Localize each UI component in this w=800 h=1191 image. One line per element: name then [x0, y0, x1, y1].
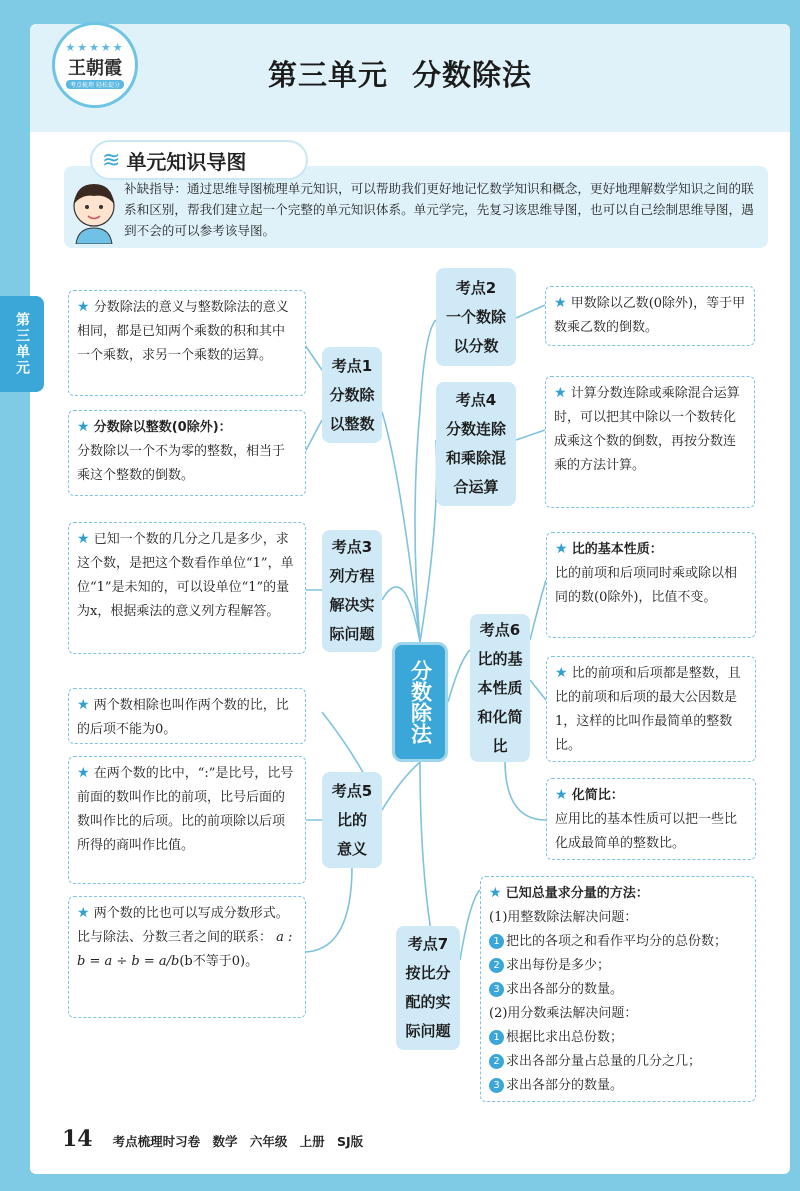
note-box-ratio-definition: [68, 688, 306, 744]
kp6-line: 比的基: [477, 649, 523, 668]
section-title: 单元知识导图: [126, 149, 247, 174]
star-icon: ★: [77, 765, 90, 781]
note-text: 甲数除以乙数(0除外)，等于甲数乘乙数的倒数。: [554, 296, 746, 335]
page-footer: [62, 1126, 363, 1156]
kp3-node: [322, 530, 382, 652]
star-icon: ★: [77, 419, 90, 435]
method-step: 求出各部分量占总量的几分之几；: [506, 1054, 702, 1069]
kp3-title: 考点3: [331, 538, 373, 556]
note-text: 计算分数连除或乘除混合运算时，可以把其中除以一个数转化成乘这个数的倒数，再按分数连乘的方法计算。: [554, 386, 740, 473]
note-text: 分数除法的意义与整数除法的意义相同，都是已知两个乘数的积和其中一个乘数，求另一个乘数的运算。: [77, 300, 289, 363]
method-step: 把比的各项之和看作平均分的总份数；: [506, 934, 728, 949]
number-2-icon: 2: [489, 1054, 504, 1069]
note-box-ratio-fraction: [68, 896, 306, 1018]
kp6-line: 比: [492, 736, 508, 755]
number-1-icon: 1: [489, 934, 504, 949]
logo-stars: ★★★★★: [65, 41, 125, 54]
kp7-line: 配的实: [405, 993, 451, 1011]
kp6-line: 和化简: [477, 707, 523, 726]
note-text: 分数除以一个不为零的整数，相当于乘这个整数的倒数。: [77, 444, 286, 483]
kp7-node: [396, 926, 460, 1050]
kp2-node: [436, 268, 516, 366]
note-text: 两个数的比也可以写成分数形式。比与除法、分数三者之间的联系：: [77, 906, 289, 945]
center-topic: [392, 642, 448, 762]
kp2-title: 考点2: [455, 278, 497, 297]
note-heading: 比的基本性质：: [571, 542, 663, 557]
note-box-simplest-ratio: [546, 656, 756, 762]
method-step: 求出各部分的数量。: [506, 982, 624, 997]
number-2-icon: 2: [489, 958, 504, 973]
number-3-icon: 3: [489, 982, 504, 997]
kp6-node: [470, 614, 530, 762]
method-line: (2)用分数乘法解决问题：: [489, 1006, 638, 1021]
note-heading: 分数除以整数(0除外)：: [93, 420, 232, 435]
kp3-line: 际问题: [329, 625, 375, 643]
page-number: 14: [62, 1126, 93, 1152]
note-text: 已知一个数的几分之几是多少，求这个数，是把这个数看作单位“1”，单位“1”是未知的，可以设单位“1”的量为x，根据乘法的意义列方程解答。: [77, 532, 294, 619]
logo-name: 王朝霞: [68, 58, 122, 79]
method-step: 求出每份是多少；: [506, 958, 611, 973]
kp3-line: 列方程: [329, 567, 375, 585]
kp3-line: 解决实: [329, 596, 375, 614]
kp6-title: 考点6: [479, 620, 521, 639]
star-icon: ★: [77, 531, 90, 547]
note-heading: 化简比：: [571, 788, 624, 803]
note-text: 在两个数的比中，“:”是比号，比号前面的数叫作比的前项，比号后面的数叫作比的后项。比的前项除以后项所得的商叫作比值。: [77, 766, 294, 853]
note-text: (b不等于0)。: [179, 954, 259, 969]
note-heading: 已知总量求分量的方法：: [505, 886, 649, 901]
kp2-line: 以分数: [453, 336, 499, 355]
star-icon: ★: [77, 299, 90, 315]
note-text: 比的前项和后项都是整数，且比的前项和后项的最大公因数是1，这样的比叫作最简单的整数比。: [555, 666, 741, 753]
star-icon: ★: [555, 541, 568, 557]
kp1-node: [322, 347, 382, 443]
note-text: 应用比的基本性质可以把一些比化成最简单的整数比。: [555, 812, 738, 851]
star-icon: ★: [77, 905, 90, 921]
side-unit-tab: 第三单元: [0, 296, 44, 392]
star-icon: ★: [555, 665, 568, 681]
star-icon: ★: [554, 295, 567, 311]
kp6-line: 本性质: [477, 678, 523, 697]
note-box-equation: [68, 522, 306, 654]
note-text: 比的前项和后项同时乘或除以相同的数(0除外)，比值不变。: [555, 566, 738, 605]
kp5-title: 考点5: [331, 781, 373, 800]
kp4-line: 和乘除混: [445, 449, 506, 467]
note-text: 两个数相除也叫作两个数的比，比的后项不能为0。: [77, 698, 289, 737]
note-box-fraction-by-integer: [68, 410, 306, 496]
star-icon: ★: [555, 787, 568, 803]
kp2-line: 一个数除: [445, 307, 506, 326]
note-box-ratio-terms: [68, 756, 306, 884]
kp4-title: 考点4: [455, 391, 497, 409]
kp5-line: 比的: [336, 810, 367, 829]
kp1-line: 分数除: [329, 385, 375, 404]
note-box-ratio-property: [546, 532, 756, 638]
method-line: (1)用整数除法解决问题：: [489, 910, 638, 925]
kp5-line: 意义: [336, 839, 367, 858]
kp5-node: [322, 772, 382, 868]
footer-text: 考点梳理时习卷 数学 六年级 上册 SJ版: [112, 1134, 364, 1149]
kp4-line: 分数连除: [445, 420, 506, 438]
star-icon: ★: [489, 885, 502, 901]
number-3-icon: 3: [489, 1078, 504, 1093]
kp4-node: [436, 382, 516, 506]
kp7-line: 按比分: [405, 964, 451, 982]
kp1-line: 以整数: [329, 414, 375, 433]
waves-icon: ≋: [102, 147, 121, 173]
intro-text: 补缺指导：通过思维导图梳理单元知识，可以帮助我们更好地记忆数学知识和概念，更好地理解数学知识之间的联系和区别，帮我们建立起一个完整的单元知识体系。单元学完，先复习该思维导图，也可以自己绘制思维导图，遇到不会的可以参考该导图。: [124, 181, 754, 238]
kp4-line: 合运算: [453, 478, 499, 496]
logo-subtitle: 考点梳理 轻松提分: [66, 80, 124, 89]
unit-title: 第三单元: [267, 57, 388, 92]
method-step: 求出各部分的数量。: [506, 1078, 624, 1093]
kp1-title: 考点1: [331, 356, 373, 375]
method-step: 根据比求出总份数；: [506, 1030, 624, 1045]
note-box-proportional-distribution: [480, 876, 756, 1102]
star-icon: ★: [554, 385, 567, 401]
note-box-mixed-operations: [545, 376, 755, 508]
number-1-icon: 1: [489, 1030, 504, 1045]
note-box-simplify-ratio: [546, 778, 756, 860]
kp7-title: 考点7: [407, 935, 449, 953]
note-box-division-meaning: [68, 290, 306, 396]
ratio-formula: a : b = a ÷ b = a/b: [77, 930, 293, 969]
star-icon: ★: [77, 697, 90, 713]
kp7-line: 际问题: [405, 1022, 451, 1040]
center-topic-label: 分数除法: [408, 660, 433, 744]
unit-subject: 分数除法: [412, 57, 533, 92]
note-box-divide-by-fraction: [545, 286, 755, 346]
